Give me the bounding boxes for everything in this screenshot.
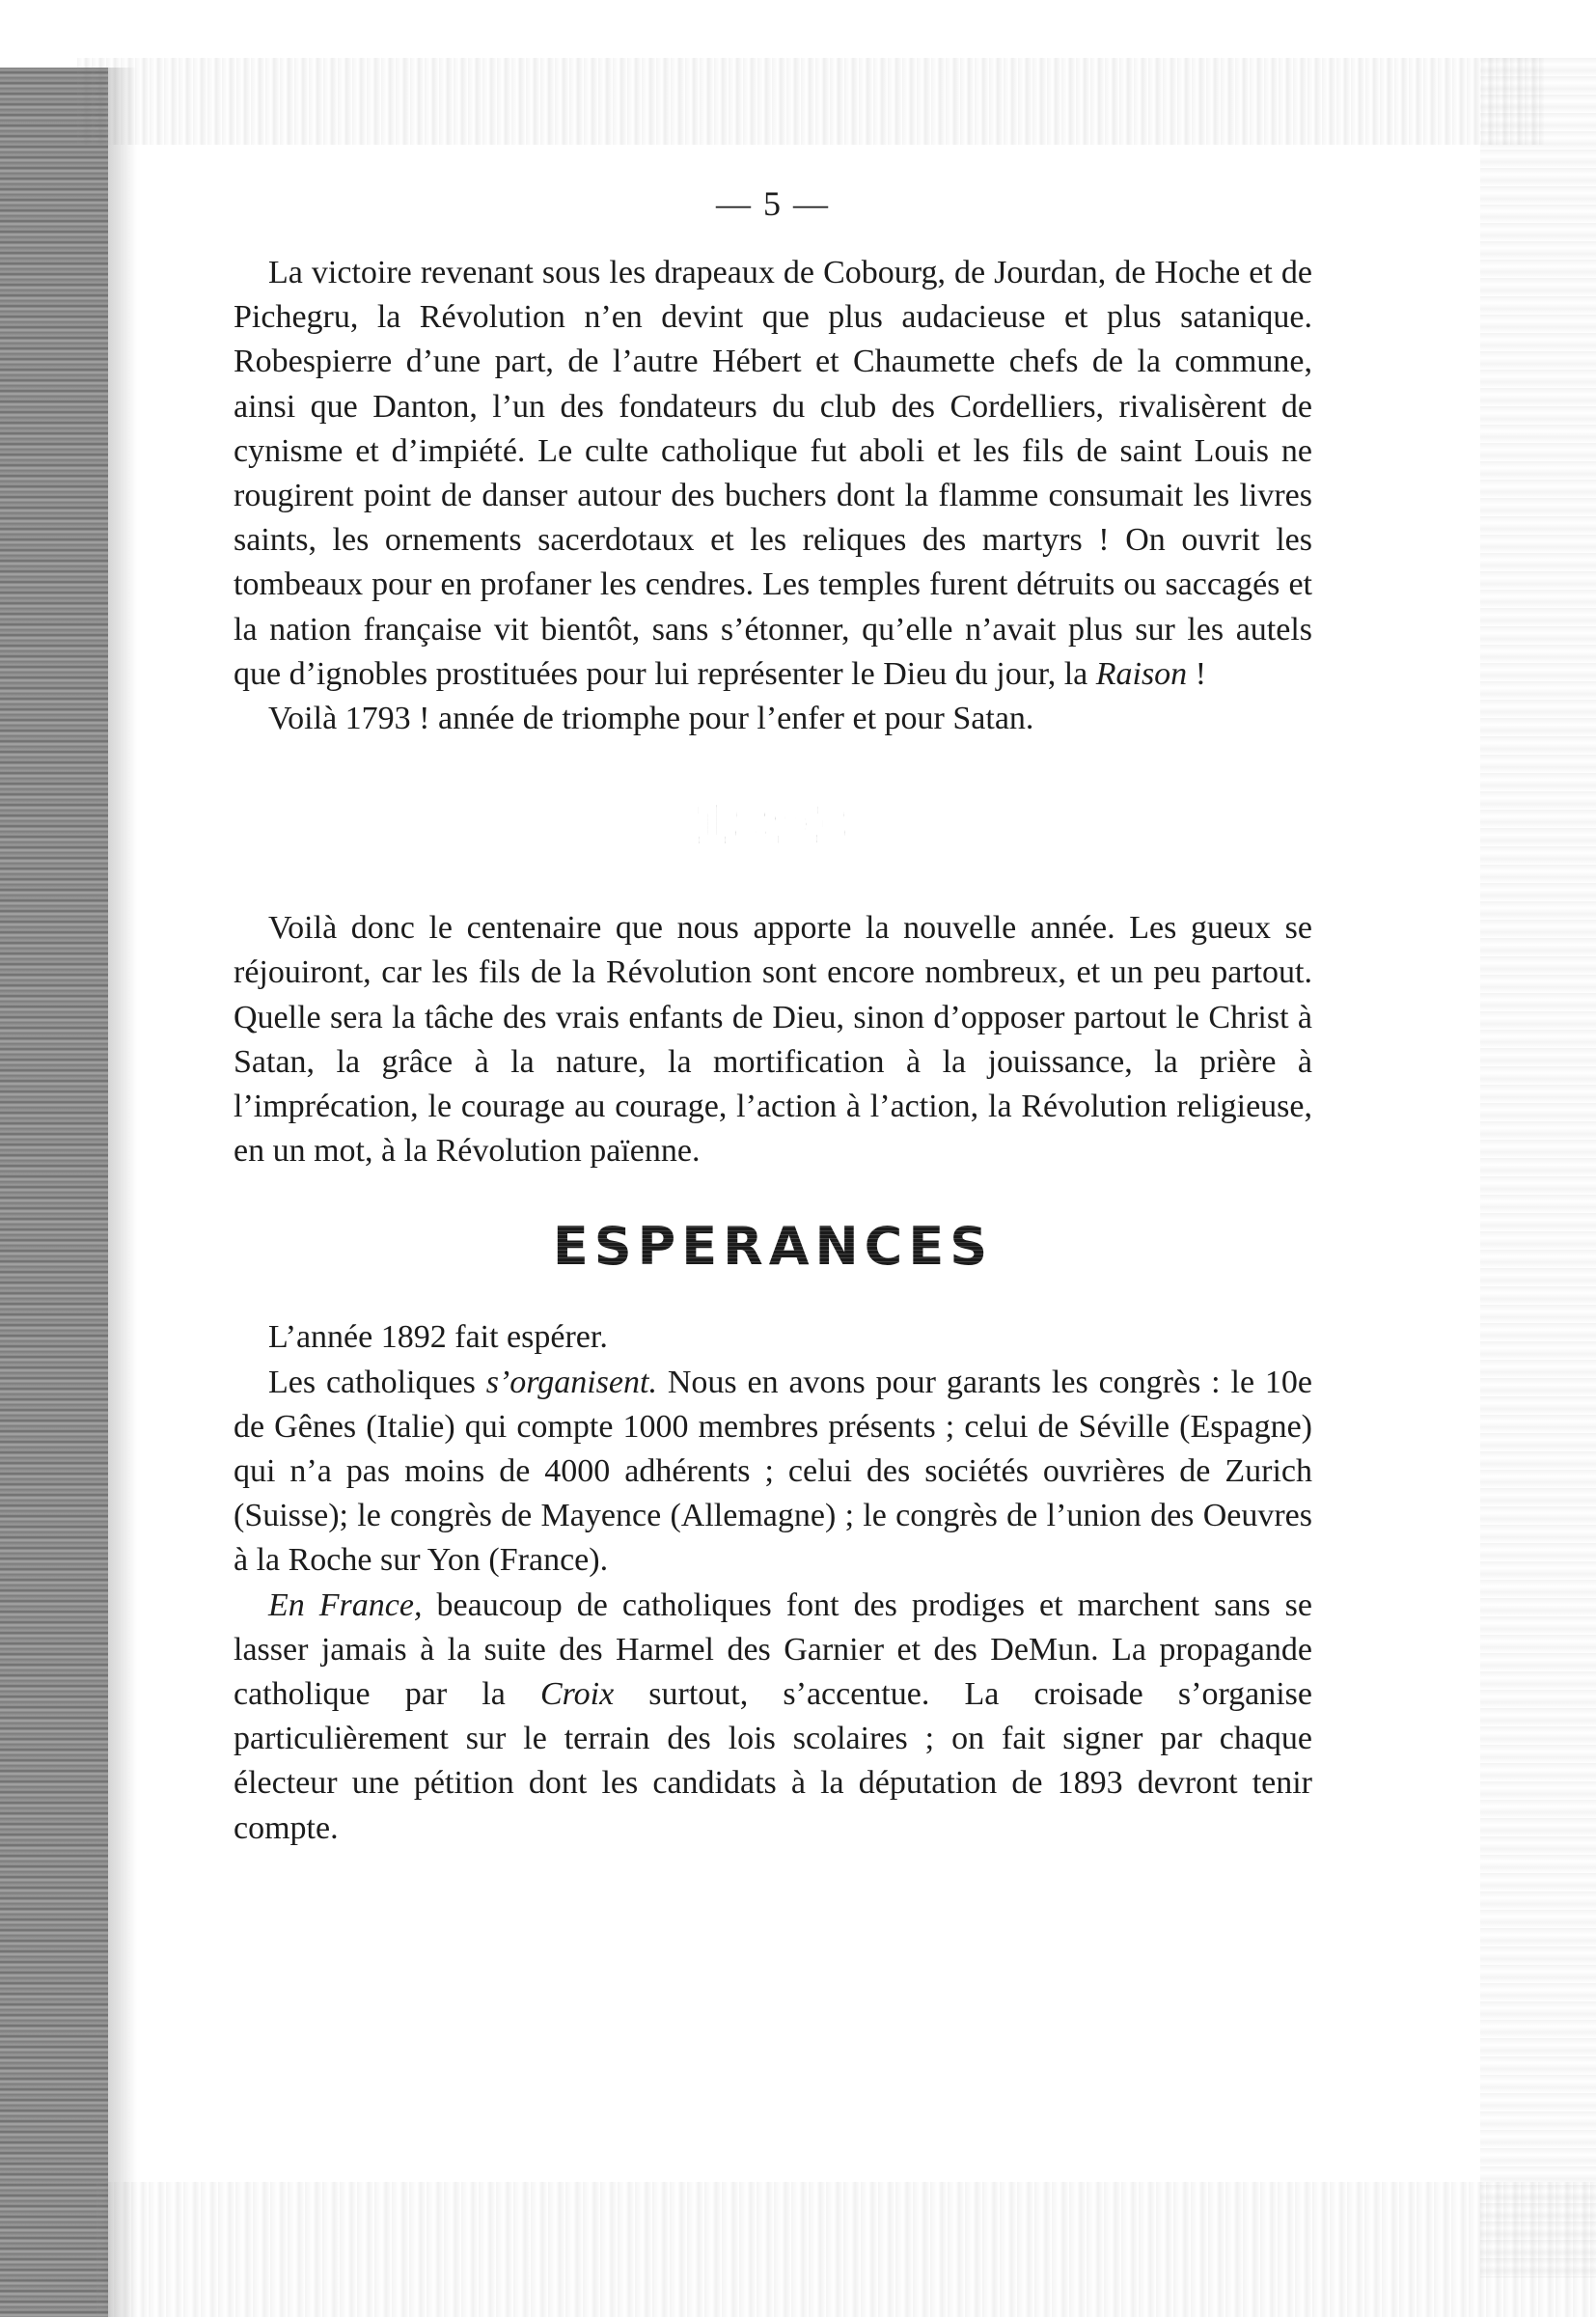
organisent-word: s’organisent.: [485, 1364, 657, 1400]
year-heading: 1893: [234, 795, 1312, 856]
paragraph-revolution: [234, 251, 1312, 697]
binding-edge-shadow: [0, 68, 108, 2317]
paragraph-en-france-a: beaucoup de catholiques font des prodiges et marchent sans se lasser jamais à la suite des Harmel des Garnier et des DeMun. La propagande catholique par la: [234, 1586, 1312, 1713]
paragraph-annee-1892: L’année 1892 fait espérer.: [268, 1319, 608, 1356]
croix-word: Croix: [539, 1676, 615, 1713]
paragraph-en-france: [234, 1584, 1312, 1851]
raison-word: Raison: [1095, 655, 1188, 692]
section-heading-esperances: ESPERANCES: [234, 1216, 1312, 1277]
paragraph-voila-1793: Voilà 1793 ! année de triomphe pour l’enfer et pour Satan.: [268, 701, 1034, 737]
scan-noise-right: [1480, 58, 1596, 2277]
scan-noise-top: [77, 58, 1544, 145]
paragraph-congres: [234, 1361, 1312, 1584]
document-page: [234, 183, 1312, 1851]
paragraph-centenaire: Voilà donc le centenaire que nous apporte la nouvelle année. Les gueux se réjouiront, car les fils de la Révolution sont encore nombreux, et un peu partout. Quelle sera la tâche des vrais enfants de Dieu, sinon d’opposer partout le Christ à Satan, la grâce à la nature, la mortification à la jouissance, la prière à l’imprécation, le courage au courage, l’action à l’action, la Révolution religieuse, en un mot, à la Révolution païenne.: [234, 910, 1312, 1170]
paragraph-congres-start: Les catholiques: [268, 1364, 486, 1400]
paragraph-congres-rest: Nous en avons pour garants les congrès : le 10e de Gênes (Italie) qui compte 1000 membres présents ; celui de Séville (Espagne) qui n’a pas moins de 4000 adhérents ; celui des sociétés ouvrières de Zurich (Suisse); le congrès de Mayence (Allemagne) ; le congrès de l’union des Oeuvres à la Roche sur Yon (France).: [234, 1364, 1313, 1579]
page-number: — 5 —: [716, 184, 830, 223]
paragraph-revolution-text: La victoire revenant sous les drapeaux de Cobourg, de Jourdan, de Hoche et de Pichegru, la Révolution n’en devint que plus audacieuse et plus satanique. Robespierre d’une part, de l’autre Hébert et Chaumette chefs de la commune, ainsi que Danton, l’un des fondateurs du club des Cordelliers, rivalisèrent de cynisme et d’impiété. Le culte catholique fut aboli et les fils de saint Louis ne rougirent point de danser autour des buchers dont la flamme consumait les livres saints, les ornements sacerdotaux et les reliques des martyrs ! On ouvrit les tombeaux pour en profaner les cendres. Les temples furent détruits ou saccagés et la nation française vit bientôt, sans s’étonner, qu’elle n’avait plus sur les autels que d’ignobles prostituées pour lui représenter le Dieu du jour, la: [234, 255, 1312, 692]
raison-tail: !: [1187, 655, 1207, 692]
en-france-phrase: En France,: [268, 1586, 423, 1623]
paragraph-en-france-b: surtout, s’accentue. La croisade s’organise particulièrement sur le terrain des lois scolaires ; on fait signer par chaque électeur une pétition dont les candidats à la députation de 1893 devront tenir compte.: [234, 1676, 1313, 1846]
scan-noise-bottom: [96, 2182, 1596, 2317]
